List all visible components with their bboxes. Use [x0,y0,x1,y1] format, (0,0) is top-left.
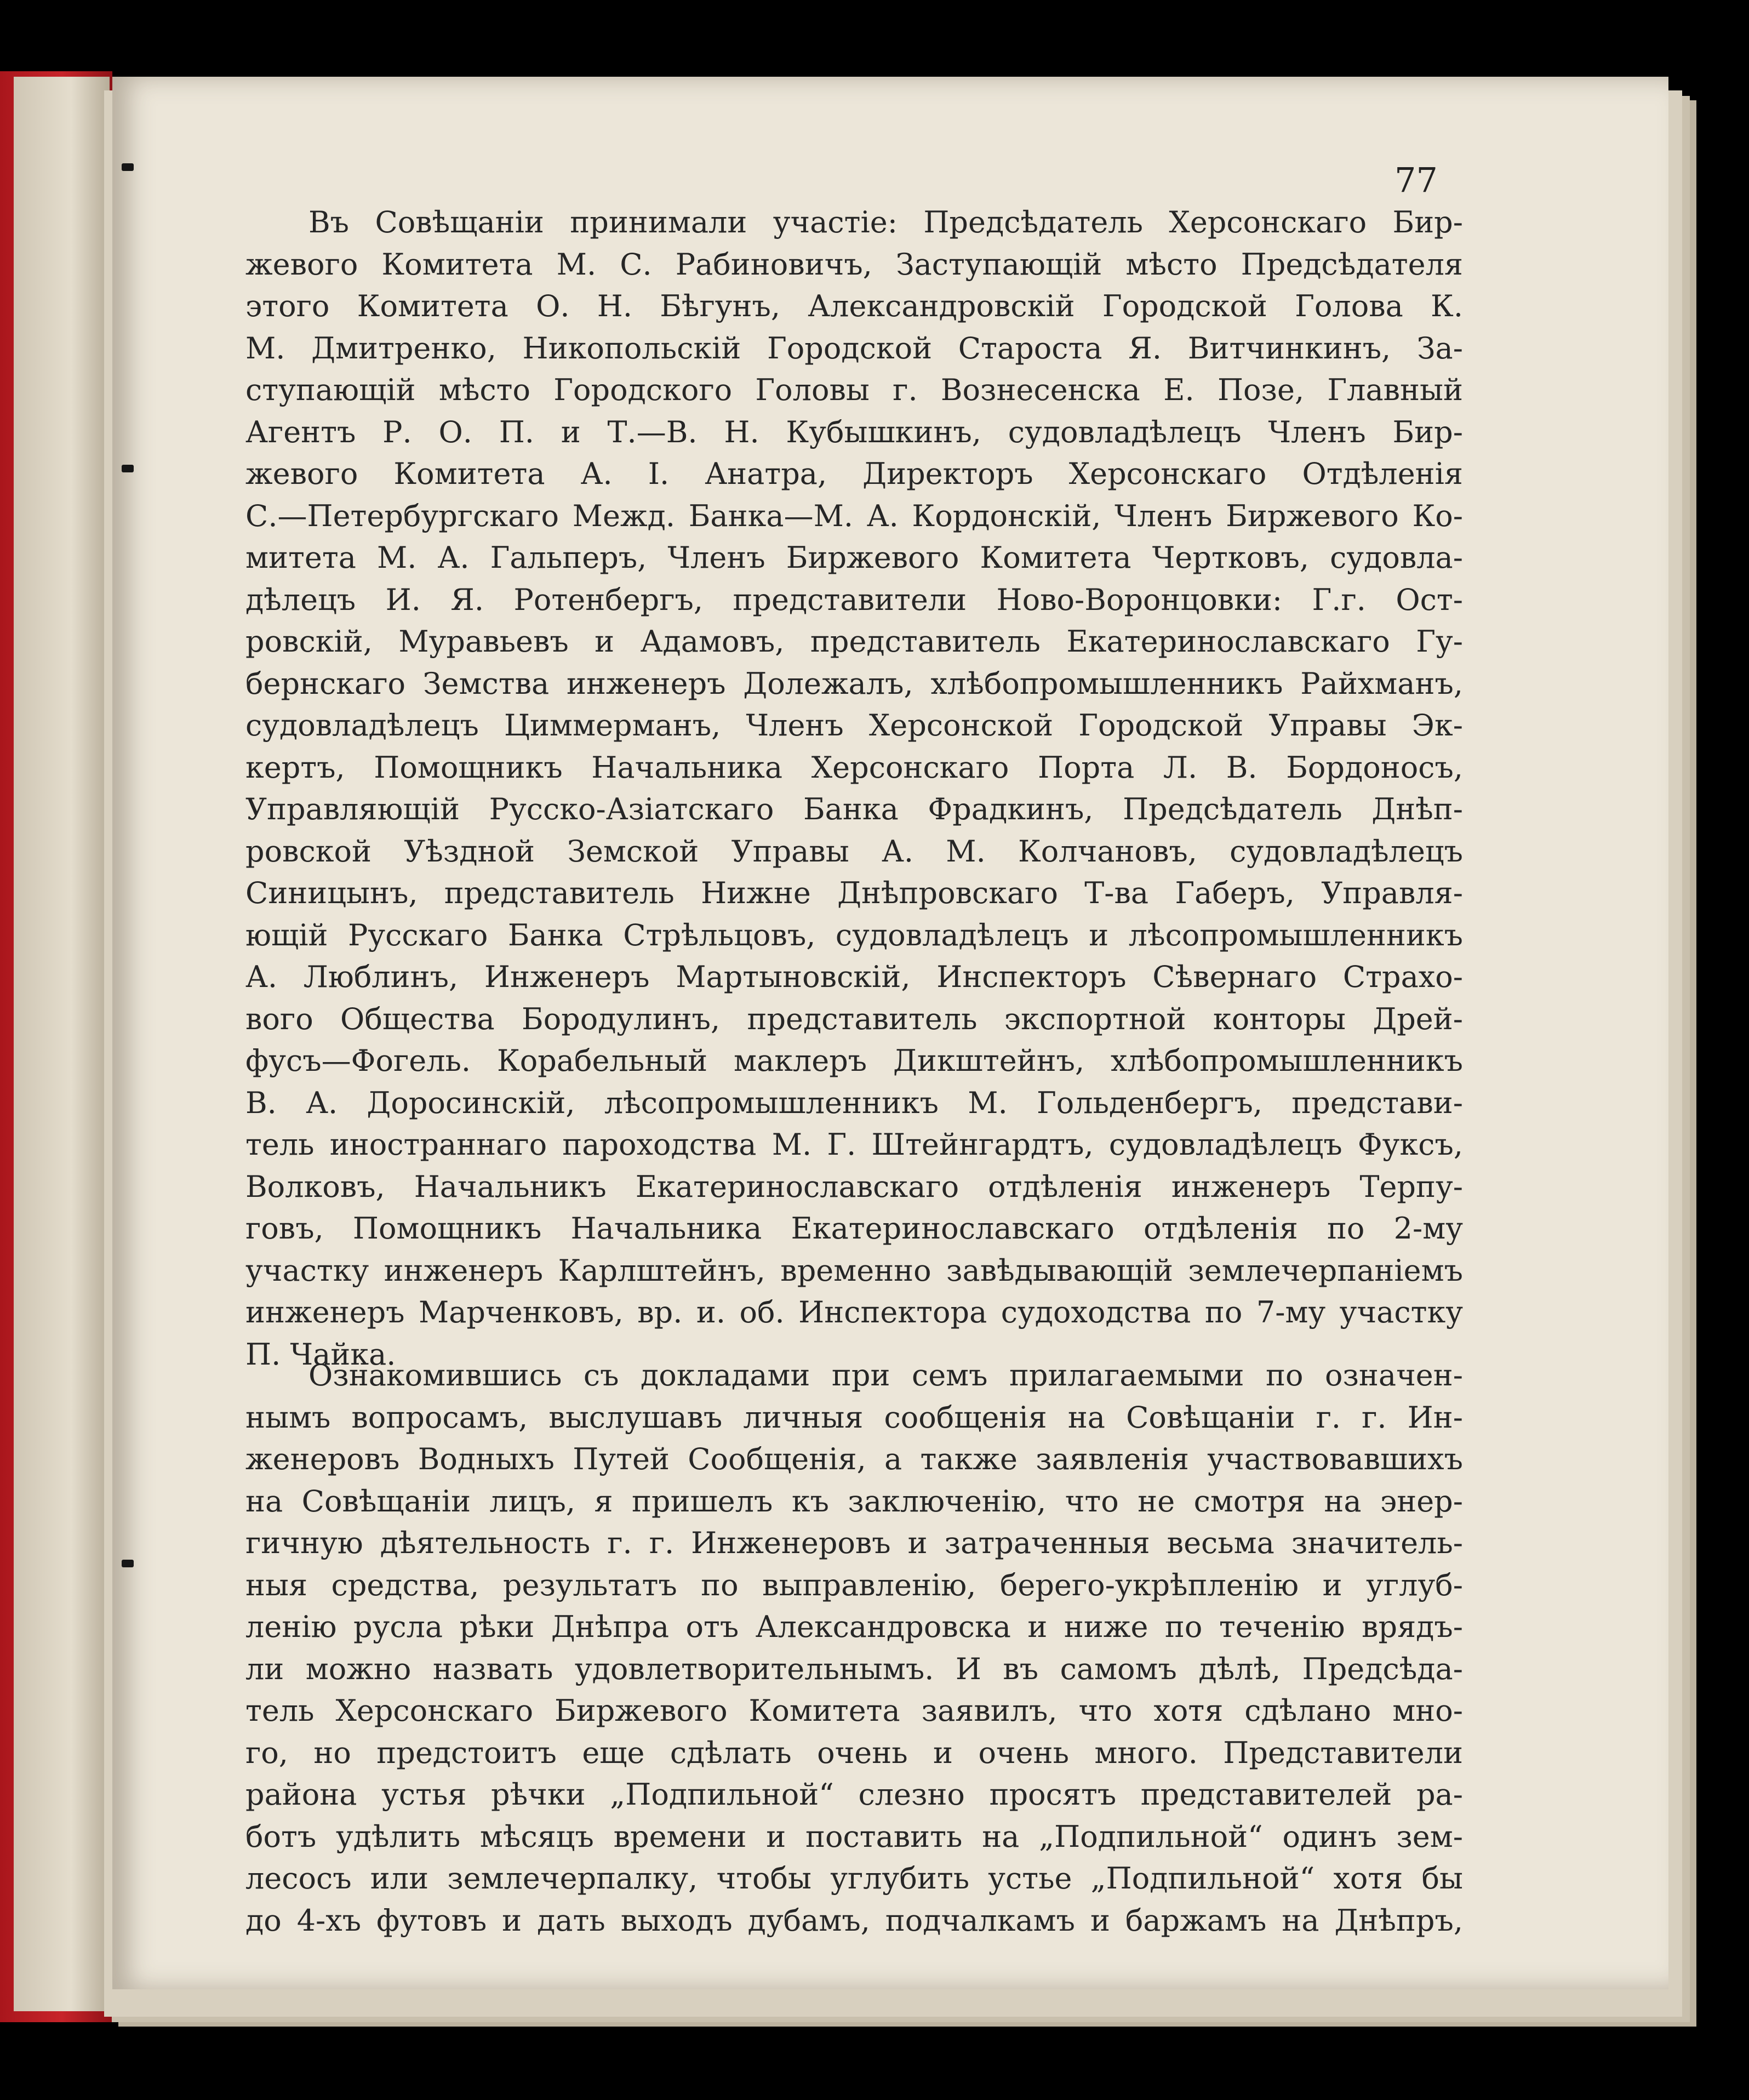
text-line: дѣлецъ И. Я. Ротенбергъ, представители Ново-Воронцовки: Г.г. Ост- [245,582,1463,617]
binding-mark [122,465,134,472]
text-line: ступающій мѣсто Городского Головы г. Вознесенска Е. Позе, Главный [245,373,1463,407]
text-line: бернскаго Земства инженеръ Долежалъ, хлѣбопромышленникъ Райхманъ, [245,666,1463,701]
text-line: фусъ—Фогель. Корабельный маклеръ Дикштейнъ, хлѣбопромышленникъ [245,1043,1463,1078]
text-line: участку инженеръ Карлштейнъ, временно завѣдывающій землечерпаніемъ [245,1253,1463,1288]
text-line: этого Комитета О. Н. Бѣгунъ, Александровскій Городской Голова К. [245,289,1463,323]
paragraph-conclusion [245,1355,1463,1942]
text-line: инженеръ Марченковъ, вр. и. об. Инспектора судоходства по 7-му участку [245,1295,1463,1329]
text-line: района устья рѣчки „Подпильной“ слезно просятъ представителей ра- [245,1777,1463,1812]
page-number: 77 [1394,160,1438,200]
text-line: тель Херсонскаго Биржевого Комитета заявилъ, что хотя сдѣлано мно- [245,1693,1463,1728]
text-line: Волковъ, Начальникъ Екатеринославскаго отдѣленія инженеръ Терпу- [245,1169,1463,1204]
text-line: Въ Совѣщаніи принимали участіе: Предсѣдатель Херсонскаго Бир- [308,205,1463,239]
binding-mark [122,163,134,171]
text-line: жевого Комитета М. С. Рабиновичъ, Заступающій мѣсто Предсѣдателя [245,247,1463,282]
text-line: судовладѣлецъ Циммерманъ, Членъ Херсонской Городской Управы Эк- [245,708,1463,743]
text-line: тель иностраннаго пароходства М. Г. Штейнгардтъ, судовладѣлецъ Фуксъ, [245,1127,1463,1162]
text-line: ющій Русскаго Банка Стрѣльцовъ, судовладѣлецъ и лѣсопромышленникъ [245,917,1463,952]
text-line: говъ, Помощникъ Начальника Екатеринославскаго отдѣленія по 2-му [245,1211,1463,1246]
text-line: Ознакомившись съ докладами при семъ прилагаемыми по означен- [308,1358,1463,1393]
text-line: С.—Петербургскаго Межд. Банка—М. А. Кордонскій, Членъ Биржевого Ко- [245,498,1463,533]
text-line: лесосъ или землечерпалку, чтобы углубить устье „Подпильной“ хотя бы [245,1861,1463,1896]
text-line: А. Люблинъ, Инженеръ Мартыновскій, Инспекторъ Сѣвернаго Страхо- [245,960,1463,994]
text-line: ленію русла рѣки Днѣпра отъ Александровска и ниже по теченію врядъ- [245,1610,1463,1644]
text-line: Агентъ Р. О. П. и Т.—В. Н. Кубышкинъ, судовладѣлецъ Членъ Бир- [245,414,1463,449]
text-line: ровской Уѣздной Земской Управы А. М. Колчановъ, судовладѣлецъ [245,834,1463,869]
text-line: ботъ удѣлить мѣсяцъ времени и поставить на „Подпильной“ одинъ зем- [245,1819,1463,1854]
text-line: жевого Комитета А. І. Анатра, Директоръ Херсонскаго Отдѣленія [245,456,1463,491]
text-line: митета М. А. Гальперъ, Членъ Биржевого Комитета Чертковъ, судовла- [245,540,1463,575]
text-line: гичную дѣятельность г. г. Инженеровъ и затраченныя весьма значитель- [245,1526,1463,1560]
text-line: на Совѣщаніи лицъ, я пришелъ къ заключенію, что не смотря на энер- [245,1483,1463,1519]
text-line: Синицынъ, представитель Нижне Днѣпровскаго Т-ва Габеръ, Управля- [245,876,1463,910]
previous-page-edge [14,77,110,2011]
text-line: ровскій, Муравьевъ и Адамовъ, представитель Екатеринославскаго Гу- [245,624,1463,659]
text-line: до 4-хъ футовъ и дать выходъ дубамъ, подчалкамъ и баржамъ на Днѣпръ, [245,1903,1463,1938]
text-line: В. А. Доросинскій, лѣсопромышленникъ М. Гольденбергъ, представи- [245,1085,1463,1120]
text-line: кертъ, Помощникъ Начальника Херсонскаго Порта Л. В. Бордоносъ, [245,750,1463,785]
text-line: ныя средства, результатъ по выправленію, берего-укрѣпленію и углуб- [245,1567,1463,1602]
text-line: го, но предстоитъ еще сдѣлать очень и очень много. Представители [245,1735,1463,1770]
text-line: нымъ вопросамъ, выслушавъ личныя сообщенія на Совѣщаніи г. г. Ин- [245,1400,1463,1435]
text-line: Управляющій Русско-Азіатскаго Банка Фрадкинъ, Предсѣдатель Днѣп- [245,792,1463,826]
text-line: ли можно назвать удовлетворительнымъ. И въ самомъ дѣлѣ, Предсѣда- [245,1651,1463,1686]
text-line: женеровъ Водныхъ Путей Сообщенія, а также заявленія участвовавшихъ [245,1442,1463,1476]
paragraph-participants [245,202,1463,1376]
text-line: П. Чайка. [245,1337,396,1372]
text-line: вого Общества Бородулинъ, представитель экспортной конторы Дрей- [245,1001,1463,1036]
binding-mark [122,1560,134,1567]
text-line: М. Дмитренко, Никопольскій Городской Староста Я. Витчинкинъ, За- [245,330,1463,366]
